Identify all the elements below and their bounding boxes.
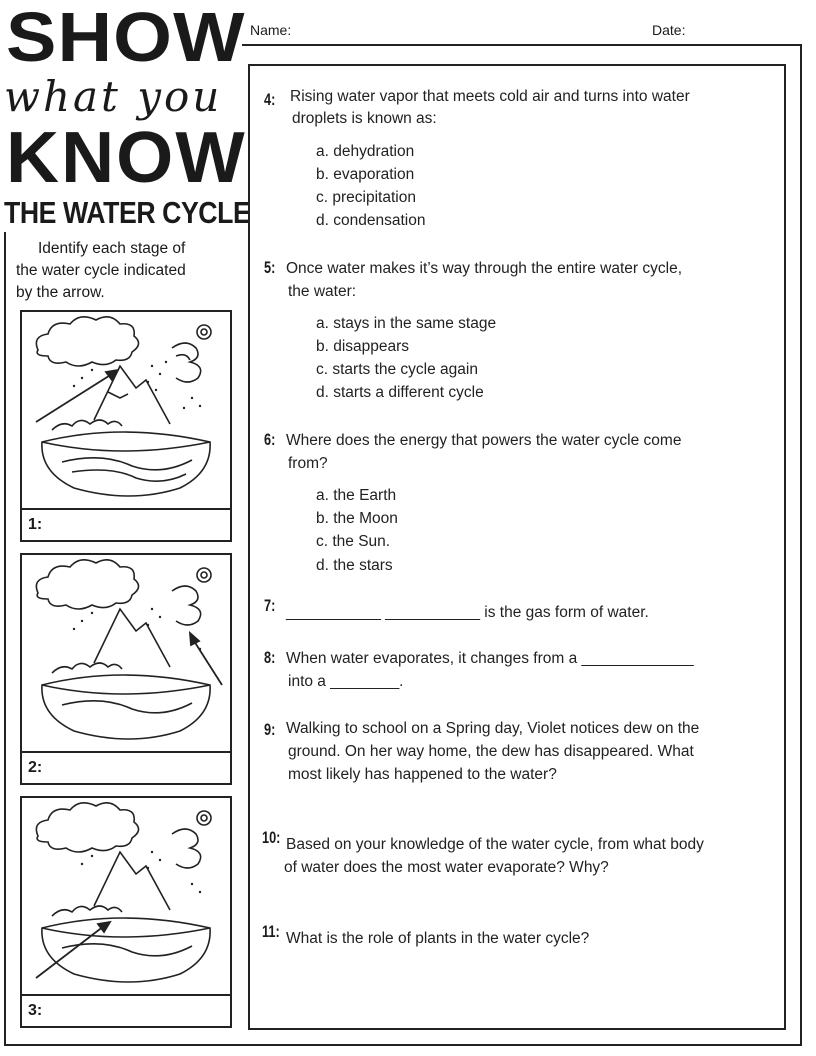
title-what-you: what you — [4, 72, 223, 121]
question-4-option-b: b. evaporation — [316, 166, 415, 183]
question-4-line-2: droplets is known as: — [292, 110, 437, 127]
picture-box-2 — [20, 553, 232, 785]
question-6-line-2: from? — [288, 455, 328, 472]
question-number-10: 10: — [262, 828, 281, 847]
question-number-7: 7: — [264, 596, 276, 615]
date-label: Date: — [652, 22, 686, 38]
question-5-line-1: Once water makes it’s way through the entire water cycle, — [286, 260, 682, 277]
water-cycle-diagram-icon — [22, 798, 230, 994]
frame-left-border — [4, 232, 6, 1044]
picture-box-3 — [20, 796, 232, 1028]
question-5-option-b: b. disappears — [316, 338, 410, 355]
question-7-line-1: ___________ ___________ is the gas form of water. — [286, 604, 649, 621]
question-6-line-1: Where does the energy that powers the water cycle come — [286, 432, 682, 449]
title-know: KNOW — [6, 118, 247, 198]
water-cycle-illustration-3 — [22, 798, 230, 996]
question-4-line-1: Rising water vapor that meets cold air and turns into water — [290, 88, 690, 105]
question-6-option-c: c. the Sun. — [316, 533, 391, 550]
question-6-option-d: d. the stars — [316, 557, 393, 574]
water-cycle-illustration-1 — [22, 312, 230, 510]
question-number-8: 8: — [264, 648, 276, 667]
question-number-5: 5: — [264, 258, 276, 277]
picture-label-2: 2: — [28, 759, 43, 776]
question-4-option-c: c. precipitation — [316, 189, 416, 206]
instructions-line-1: Identify each stage of — [38, 240, 186, 257]
question-8-line-2: into a ________. — [288, 673, 404, 690]
question-4-option-d: d. condensation — [316, 212, 426, 229]
question-10-line-1: Based on your knowledge of the water cycle, from what body — [286, 836, 704, 853]
question-9-line-3: most likely has happened to the water? — [288, 766, 557, 783]
water-cycle-illustration-2 — [22, 555, 230, 753]
question-9-line-1: Walking to school on a Spring day, Violet notices dew on the — [286, 720, 700, 737]
question-5-option-c: c. starts the cycle again — [316, 361, 478, 378]
title-show: SHOW — [6, 0, 246, 76]
question-number-9: 9: — [264, 720, 276, 739]
header-line — [242, 44, 802, 46]
question-11-line-1: What is the role of plants in the water cycle? — [286, 930, 590, 947]
frame-bottom-border — [4, 1044, 802, 1046]
question-8-line-1: When water evaporates, it changes from a _____________ — [286, 650, 694, 667]
instructions — [16, 238, 230, 304]
picture-label-1: 1: — [28, 516, 43, 533]
question-5-line-2: the water: — [288, 283, 357, 300]
question-number-4: 4: — [264, 90, 276, 109]
question-5-option-d: d. starts a different cycle — [316, 384, 484, 401]
frame-right-border — [800, 44, 802, 1044]
question-number-6: 6: — [264, 430, 276, 449]
question-number-11: 11: — [262, 922, 280, 941]
question-10-line-2: of water does the most water evaporate? Why? — [284, 859, 609, 876]
picture-box-1 — [20, 310, 232, 542]
question-6-option-b: b. the Moon — [316, 510, 398, 527]
name-label: Name: — [250, 22, 292, 38]
water-cycle-diagram-icon — [22, 555, 230, 751]
question-9-line-2: ground. On her way home, the dew has disappeared. What — [288, 743, 694, 760]
instructions-line-3: by the arrow. — [16, 284, 105, 301]
title-water-cycle: THE WATER CYCLE — [4, 195, 251, 230]
question-5-option-a: a. stays in the same stage — [316, 315, 497, 332]
picture-label-3: 3: — [28, 1002, 43, 1019]
question-4-option-a: a. dehydration — [316, 143, 415, 160]
water-cycle-diagram-icon — [22, 312, 230, 508]
instructions-line-2: the water cycle indicated — [16, 262, 186, 279]
question-6-option-a: a. the Earth — [316, 487, 397, 504]
